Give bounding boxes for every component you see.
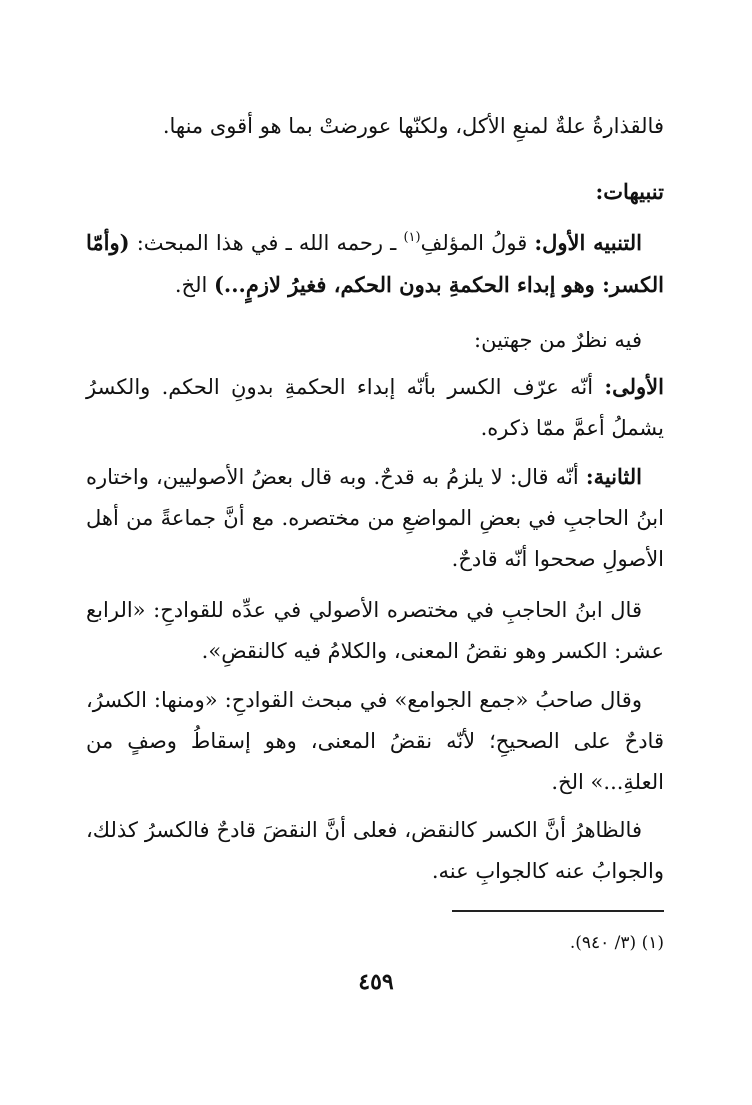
first-note-end: الخ. bbox=[174, 273, 208, 297]
first-note-quote: (وأمّا الكسر: وهو إبداء الحكمةِ بدون الحكم، فغيرُ لازمٍ...) bbox=[86, 230, 664, 297]
paragraph-4: فيه نظرٌ من جهتين: bbox=[474, 328, 642, 352]
paragraph-8: وقال صاحبُ «جمع الجوامع» في مبحث القوادحِ: «ومنها: الكسرُ، قادحٌ على الصحيحِ؛ لأنّه نقضُ المعنى، وهو إسقاطُ وصفٍ من العلةِ...» الخ. bbox=[86, 688, 664, 794]
paragraph-first-aspect bbox=[86, 366, 664, 449]
paragraph-9: فالظاهرُ أنَّ الكسر كالنقض، فعلى أنَّ النقضَ قادحٌ فالكسرُ كذلك، والجوابُ عنه كالجوابِ عنه. bbox=[86, 818, 664, 883]
section-heading: تنبيهات: bbox=[595, 179, 664, 204]
paragraph-intro bbox=[86, 106, 664, 147]
paragraph-ibn-hajib bbox=[86, 590, 664, 672]
paragraph-5 bbox=[86, 366, 664, 449]
paragraph-jam-jawami bbox=[86, 680, 664, 803]
second-aspect-label: الثانية: bbox=[585, 464, 642, 489]
heading-block bbox=[86, 171, 664, 212]
first-note-label: التنبيه الأول: bbox=[534, 230, 642, 255]
second-aspect-text: أنّه قال: لا يلزمُ به قدحٌ. وبه قال بعضُ الأصوليين، واختاره ابنُ الحاجبِ في بعضِ المواضعِ من مختصره. مع أنَّ جماعةً من أهل الأصولِ صححوا أنّه قادحٌ. bbox=[86, 465, 664, 571]
paragraph-two-aspects bbox=[86, 320, 664, 361]
first-aspect-text: أنّه عرّف الكسر بأنّه إبداء الحكمةِ بدونِ الحكم. والكسرُ يشملُ أعمَّ ممّا ذكره. bbox=[86, 375, 664, 440]
paragraph-1: فالقذارةُ علةٌ لمنعِ الأكل، ولكنّها عورضتْ بما هو أقوى منها. bbox=[162, 114, 664, 138]
paragraph-7: قال ابنُ الحاجبِ في مختصره الأصولي في عدِّه للقوادحِ: «الرابع عشر: الكسر وهو نقضُ المعنى، والكلامُ فيه كالنقضِ». bbox=[86, 598, 664, 663]
footnote-divider bbox=[452, 910, 664, 912]
paragraph-3 bbox=[86, 222, 664, 306]
first-aspect-label: الأولى: bbox=[604, 374, 664, 399]
paragraph-first-note bbox=[86, 222, 664, 306]
page-number: ٤٥٩ bbox=[358, 969, 394, 995]
paragraph-6 bbox=[86, 456, 664, 580]
first-note-text: قولُ المؤلفِ bbox=[420, 231, 528, 255]
footnote-ref-1: (١) bbox=[403, 230, 421, 245]
paragraph-conclusion bbox=[86, 810, 664, 892]
first-note-tail: ـ رحمه الله ـ في هذا المبحث: bbox=[136, 231, 397, 255]
footnote: (١) (٣/ ٩٤٠). bbox=[569, 933, 664, 953]
paragraph-second-aspect bbox=[86, 456, 664, 580]
